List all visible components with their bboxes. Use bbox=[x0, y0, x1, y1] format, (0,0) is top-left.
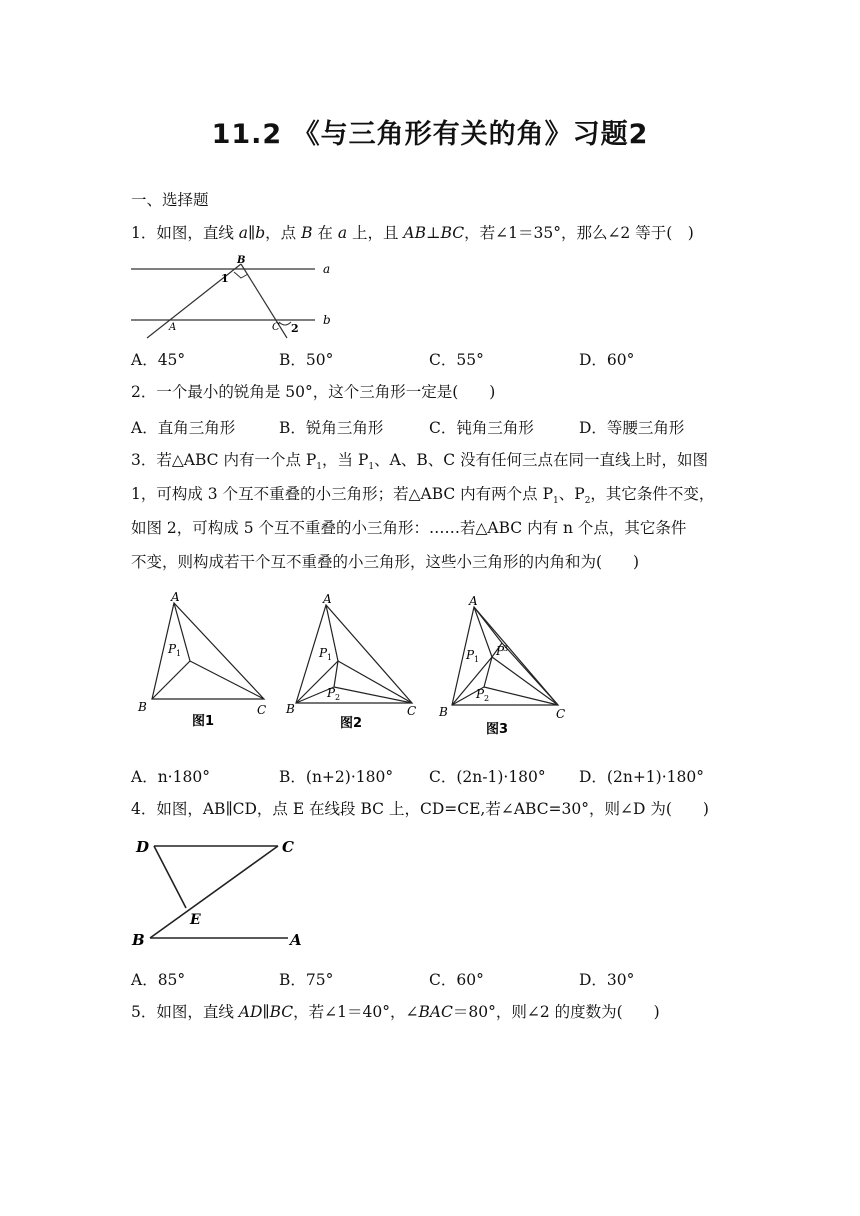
question-3-line-4: 不变，则构成若干个互不重叠的小三角形，这些小三角形的内角和为( ) bbox=[131, 553, 640, 571]
q5-angle: BAC bbox=[418, 1003, 453, 1021]
q3-fig2-sub2: 2 bbox=[335, 693, 341, 702]
q4-label-E: E bbox=[190, 912, 201, 928]
q3-fig3-P3: P bbox=[496, 644, 505, 658]
q3-fig3-C: C bbox=[556, 707, 566, 721]
q1-text: 1．如图，直线 bbox=[131, 224, 239, 242]
q4-figure bbox=[128, 830, 318, 955]
q1-text: a bbox=[337, 224, 348, 242]
q1-angle-1: 1 bbox=[221, 272, 229, 285]
question-3-line-2 bbox=[131, 484, 714, 511]
q1-figure bbox=[125, 252, 340, 342]
q1-label-A: A bbox=[169, 322, 177, 333]
q2-options bbox=[131, 416, 751, 436]
q3-options bbox=[131, 765, 751, 785]
q3-fig1-C: C bbox=[257, 703, 267, 717]
q3-option-b[interactable]: B．(n+2)·180° bbox=[279, 768, 394, 786]
q3-text: 、P bbox=[558, 485, 585, 503]
q3-figure-2 bbox=[296, 605, 412, 703]
q3-text: ，其它条件不变， bbox=[590, 485, 715, 503]
q3-fig1-P: P bbox=[168, 642, 177, 656]
q3-text: 1，可构成 3 个互不重叠的小三角形；若△ABC 内有两个点 P bbox=[131, 485, 554, 503]
question-3-line-3: 如图 2，可构成 5 个互不重叠的小三角形：……若△ABC 内有 n 个点，其它条件 bbox=[131, 519, 687, 537]
q5-text: ，若∠1＝40°，∠ bbox=[293, 1003, 419, 1021]
q3-fig2-sub1: 1 bbox=[327, 653, 333, 662]
question-3-line-1 bbox=[131, 450, 708, 477]
section-heading: 一、选择题 bbox=[131, 191, 209, 209]
q1-options bbox=[131, 348, 751, 368]
q3-option-a[interactable]: A．n·180° bbox=[131, 768, 210, 786]
q3-fig3-P1: P bbox=[466, 648, 475, 662]
q3-caption-2: 图2 bbox=[340, 716, 363, 731]
q4-label-B: B bbox=[132, 931, 145, 949]
q1-text: B bbox=[301, 224, 313, 242]
q3-fig3-A: A bbox=[469, 594, 478, 608]
q1-angle-2: 2 bbox=[291, 322, 299, 335]
q4-option-c[interactable]: C．60° bbox=[429, 971, 484, 989]
q3-subscript: 1 bbox=[553, 496, 559, 507]
q5-text: 5．如图，直线 bbox=[131, 1003, 239, 1021]
q3-figures bbox=[130, 585, 580, 740]
q4-option-a[interactable]: A．85° bbox=[131, 971, 186, 989]
q1-text: ，点 bbox=[265, 224, 302, 242]
question-2: 2．一个最小的锐角是 50°，这个三角形一定是( ) bbox=[131, 383, 496, 401]
q1-perp: AB⊥BC bbox=[403, 224, 465, 242]
q1-text: ，若∠1＝35°，那么∠2 等于( ) bbox=[464, 224, 694, 242]
q4-label-A: A bbox=[290, 931, 302, 949]
q1-text: 在 bbox=[312, 224, 338, 242]
q3-text: 、A、B、C 没有任何三点在同一直线上时，如图 bbox=[374, 451, 708, 469]
q2-option-d[interactable]: D．等腰三角形 bbox=[579, 419, 685, 437]
q1-label-b: b bbox=[323, 313, 331, 327]
q3-fig3-sub1: 1 bbox=[474, 655, 480, 664]
q4-option-d[interactable]: D．30° bbox=[579, 971, 635, 989]
q2-option-a[interactable]: A．直角三角形 bbox=[131, 419, 236, 437]
q3-text: ，当 P bbox=[322, 451, 369, 469]
q3-fig2-A: A bbox=[323, 592, 332, 606]
q5-text: ＝80°，则∠2 的度数为( ) bbox=[452, 1003, 660, 1021]
q3-text: 3．若△ABC 内有一个点 P bbox=[131, 451, 317, 469]
question-1 bbox=[131, 223, 694, 243]
question-4: 4．如图，AB∥CD，点 E 在线段 BC 上，CD=CE,若∠ABC=30°，则∠D 为( ) bbox=[131, 800, 709, 818]
q3-fig1-B: B bbox=[138, 700, 147, 714]
q3-option-d[interactable]: D．(2n+1)·180° bbox=[579, 768, 704, 786]
q3-fig3-sub2: 2 bbox=[484, 694, 490, 703]
q1-option-a[interactable]: A．45° bbox=[131, 351, 186, 369]
q1-parallel: a∥b bbox=[238, 224, 266, 242]
q2-option-c[interactable]: C．钝角三角形 bbox=[429, 419, 534, 437]
question-5 bbox=[131, 1002, 660, 1022]
q1-text: 上，且 bbox=[347, 224, 404, 242]
q4-label-D: D bbox=[136, 838, 150, 856]
q3-fig2-P1: P bbox=[319, 646, 328, 660]
q3-fig1-A: A bbox=[171, 590, 180, 604]
q1-label-C: C bbox=[272, 322, 280, 333]
q3-fig3-P2: P bbox=[476, 687, 485, 701]
q5-parallel: AD∥BC bbox=[238, 1003, 294, 1021]
q1-option-c[interactable]: C．55° bbox=[429, 351, 484, 369]
q3-fig2-C: C bbox=[407, 704, 417, 718]
q3-caption-3: 图3 bbox=[486, 722, 509, 737]
page-title: 11.2 《与三角形有关的角》习题2 bbox=[211, 119, 649, 150]
q3-fig3-B: B bbox=[439, 705, 448, 719]
q3-fig1-sub: 1 bbox=[176, 649, 182, 658]
q3-subscript: 2 bbox=[584, 496, 591, 507]
q1-option-b[interactable]: B．50° bbox=[279, 351, 334, 369]
q1-label-a: a bbox=[323, 262, 331, 276]
q4-option-b[interactable]: B．75° bbox=[279, 971, 334, 989]
q3-fig2-B: B bbox=[286, 702, 295, 716]
q3-subscript: 1 bbox=[316, 462, 323, 473]
q3-fig2-P2: P bbox=[327, 686, 336, 700]
q4-label-C: C bbox=[282, 838, 294, 856]
q3-caption-1: 图1 bbox=[192, 714, 215, 729]
q1-option-d[interactable]: D．60° bbox=[579, 351, 635, 369]
q3-option-c[interactable]: C．(2n-1)·180° bbox=[429, 768, 546, 786]
q2-option-b[interactable]: B．锐角三角形 bbox=[279, 419, 384, 437]
q3-fig3-sub3: 3 bbox=[503, 644, 509, 653]
q3-subscript: 1 bbox=[368, 462, 375, 473]
q1-label-B: B bbox=[237, 255, 246, 266]
q4-options bbox=[131, 968, 751, 988]
